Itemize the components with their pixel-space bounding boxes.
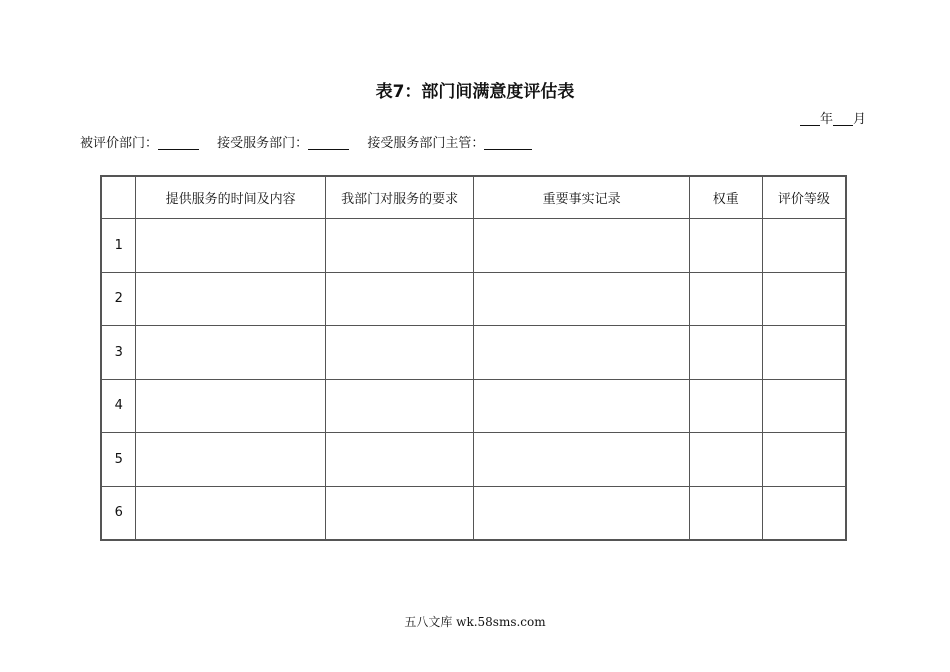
receiving-dept-blank[interactable] (308, 135, 349, 150)
receiving-supervisor-blank[interactable] (484, 135, 532, 150)
cell-rating[interactable] (762, 433, 846, 487)
cell-key-facts[interactable] (474, 379, 689, 433)
header-index (101, 176, 136, 219)
row-number: 4 (101, 379, 136, 433)
table-row (101, 486, 846, 540)
table-row (101, 326, 846, 380)
cell-service-time-content[interactable] (136, 379, 325, 433)
cell-service-time-content[interactable] (136, 433, 325, 487)
row-number: 2 (101, 272, 136, 326)
table-row (101, 433, 846, 487)
row-number: 6 (101, 486, 136, 540)
cell-service-requirements[interactable] (325, 219, 474, 273)
evaluated-dept-field (80, 132, 199, 151)
cell-weight[interactable] (689, 379, 762, 433)
evaluated-dept-label: 被评价部门： (80, 136, 159, 151)
cell-key-facts[interactable] (474, 219, 689, 273)
cell-key-facts[interactable] (474, 486, 689, 540)
table-row (101, 219, 846, 273)
cell-key-facts[interactable] (474, 326, 689, 380)
month-blank[interactable] (833, 111, 853, 126)
cell-rating[interactable] (762, 379, 846, 433)
table-row (101, 379, 846, 433)
header-service-requirements: 我部门对服务的要求 (325, 176, 474, 219)
cell-weight[interactable] (689, 486, 762, 540)
header-weight: 权重 (689, 176, 762, 219)
evaluation-table (100, 175, 847, 541)
row-number: 5 (101, 433, 136, 487)
receiving-supervisor-field (367, 132, 532, 151)
header-service-time-content: 提供服务的时间及内容 (136, 176, 325, 219)
cell-service-time-content[interactable] (136, 326, 325, 380)
cell-key-facts[interactable] (474, 433, 689, 487)
cell-service-requirements[interactable] (325, 379, 474, 433)
table-header-row (101, 176, 846, 219)
month-label: 月 (852, 112, 866, 127)
cell-service-requirements[interactable] (325, 272, 474, 326)
cell-weight[interactable] (689, 272, 762, 326)
receiving-supervisor-label: 接受服务部门主管： (367, 136, 485, 151)
row-number: 1 (101, 219, 136, 273)
cell-service-requirements[interactable] (325, 326, 474, 380)
cell-weight[interactable] (689, 433, 762, 487)
cell-service-time-content[interactable] (136, 219, 325, 273)
receiving-dept-field (217, 132, 349, 151)
cell-rating[interactable] (762, 326, 846, 380)
date-line (800, 108, 866, 127)
evaluated-dept-blank[interactable] (158, 135, 199, 150)
cell-service-time-content[interactable] (136, 272, 325, 326)
cell-service-requirements[interactable] (325, 486, 474, 540)
page-title: 表7：部门间满意度评估表 (375, 82, 575, 102)
cell-weight[interactable] (689, 219, 762, 273)
cell-service-requirements[interactable] (325, 433, 474, 487)
cell-weight[interactable] (689, 326, 762, 380)
cell-rating[interactable] (762, 272, 846, 326)
header-key-facts: 重要事实记录 (474, 176, 689, 219)
cell-service-time-content[interactable] (136, 486, 325, 540)
table-row (101, 272, 846, 326)
row-number: 3 (101, 326, 136, 380)
year-label: 年 (819, 112, 833, 127)
footer-watermark: 五八文库 wk.58sms.com (404, 615, 546, 629)
cell-rating[interactable] (762, 219, 846, 273)
year-blank[interactable] (800, 111, 820, 126)
cell-rating[interactable] (762, 486, 846, 540)
header-rating: 评价等级 (762, 176, 846, 219)
cell-key-facts[interactable] (474, 272, 689, 326)
meta-row (80, 132, 546, 151)
receiving-dept-label: 接受服务部门： (217, 136, 309, 151)
